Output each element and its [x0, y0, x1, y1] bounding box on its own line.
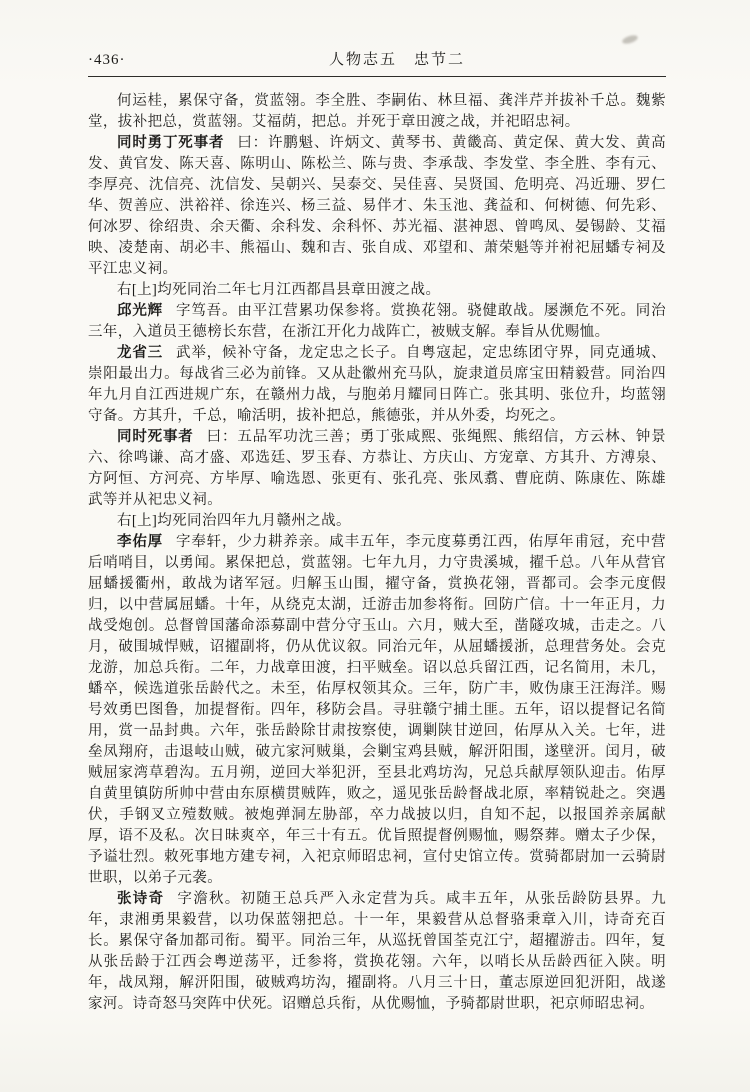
paragraph-text: 字奉轩，少力耕养亲。咸丰五年，李元度募勇江西，佑厚年甫冠，充中营后哨哨目，以勇闻。累保把总，赏蓝翎。七年九月，力守贵溪城，擢千总。八年从营官屈蟠援衢州，敢战为诸军冠。归解玉山围，擢守备，赏换花翎，晋都司。会李元度假归，以中营属屈蟠。十年，从绕克太湖，迁游击加参将衔。回防广信。十一年正月，力战受炮创。总督曾国藩命添募副中营分守玉山。六月，贼大至，凿隧攻城，击走之。八月，破围城悍贼，诏擢副将，仍从优议叙。同治元年，从屈蟠援浙，总理营务处。会克龙游，加总兵衔。二年，力战章田渡，扫平贼垒。诏以总兵留江西，记名简用，未几，蟠卒，候选道张岳龄代之。未至，佑厚权领其众。三年，防广丰，败伪康王汪海洋。赐号效勇巴图鲁，加提督衔。四年，移防会昌。寻驻赣宁捕土匪。五年，诏以提督记名简用，赏一品封典。六年，张岳龄除甘肃按察使，调剿陕甘逆回，佑厚从入关。七年，进垒凤翔府，击退岐山贼，破亢家河贼巢，会剿宝鸡县贼，解汧阳围，遂壁汧。闰月，破贼屈家湾草碧沟。五月朔，逆回大举犯汧，至县北鸡坊沟，兄总兵献厚领队迎击。佑厚自黄里镇防所帅中营由东原横贯贼阵，败之，遥见张岳龄督战北原，率精锐赴之。突遇伏，手钢叉立殪数贼。被炮弹洞左胁部，卒力战披以归，自知不起，以报国养亲属献厚，语不及私。次日昧爽卒，年三十有五。优旨照提督例赐恤，赐祭葬。赠太子少保，予谥壮烈。敕死事地方建专祠，入祀京师昭忠祠，宣付史馆立传。赏骑都尉加一云骑尉世职，以弟子元袭。	[88, 534, 667, 886]
paragraph	[88, 511, 666, 532]
page-content	[88, 48, 666, 1015]
body-text	[88, 91, 666, 1015]
paragraph-text: 字笃吾。由平江营累功保参将。赏换花翎。骁健敢战。屡濒危不死。同治三年，入道员王德榜长东营，在浙江开化力战阵亡，被贼支解。奉旨从优赐恤。	[88, 303, 667, 340]
paragraph	[88, 532, 666, 889]
paragraph	[88, 427, 666, 511]
paragraph	[88, 133, 666, 280]
entry-name: 龙省三	[117, 345, 163, 361]
entry-name: 邱光辉	[117, 303, 163, 319]
paragraph-text: 字澹秋。初随王总兵严入永定营为兵。咸丰五年，从张岳龄防县界。九年，隶湘勇果毅营，以功保蓝翎把总。十一年，果毅营从总督骆秉章入川，诗奇充百长。累保守备加都司衔。蜀平。同治三年，从巡抚曾国荃克江宁，超擢游击。四年，复从张岳龄于江西会粤逆荡平，迁参将，赏换花翎。六年，以哨长从岳龄西征入陕。明年，战凤翔，解汧阳围，破贼鸡坊沟，擢副将。八月三十日，董志原逆回犯汧阳，战遂家河。诗奇怒马突阵中伏死。诏赠总兵衔，从优赐恤，予骑都尉世职，祀京师昭忠祠。	[88, 891, 666, 1012]
paragraph-text: 曰：许鹏魁、许炳文、黄琴书、黄畿高、黄定保、黄大发、黄高发、黄官发、陈天喜、陈明山、陈松兰、陈与贵、李承哉、李发堂、李全胜、李有元、李厚亮、沈信亮、沈信发、吴朝兴、吴泰交、吴佳喜、吴贤国、危明亮、冯近珊、罗仁华、贺善应、洪裕祥、徐连兴、杨三益、易伴才、朱玉池、龚益和、何树德、何先彩、何冰罗、徐绍贵、余天衢、余科发、余科怀、苏光福、湛神恩、曾鸣凤、晏锡龄、艾福映、凌楚南、胡必丰、熊福山、魏和吉、张自成、邓望和、萧荣魁等并祔祀屈蟠专祠及平江忠义祠。	[88, 135, 666, 277]
page-header	[88, 48, 666, 77]
paragraph	[88, 91, 666, 133]
scan-smudge-mark	[621, 34, 638, 46]
paragraph	[88, 301, 666, 343]
entry-name: 同时死事者	[117, 429, 194, 445]
paragraph-text: 武举，候补守备，龙定忠之长子。自粤寇起，定忠练团守界，同克通城、崇阳最出力。每战省三必为前锋。又从赴徽州充马队，旋隶道员席宝田精毅营。同治四年九月自江西进规广东，在赣州力战，与胞弟月耀同日阵亡。张其明、张位升，均蓝翎守备。方其升，千总，喻活明，拔补把总，熊德张，并从外委，均死之。	[88, 345, 667, 424]
paragraph-text: 右[上]均死同治二年七月江西都昌县章田渡之战。	[117, 282, 441, 298]
paragraph	[88, 343, 666, 427]
entry-name: 同时勇丁死事者	[117, 135, 225, 151]
paragraph-text: 何运桂，累保守备，赏蓝翎。李全胜、李嗣佑、林旦福、龚泮芹并拔补千总。魏紫堂，拔补把总，赏蓝翎。艾福荫，把总。并死于章田渡之战，并祀昭忠祠。	[88, 93, 666, 130]
paragraph	[88, 889, 666, 1015]
entry-name: 李佑厚	[117, 534, 163, 550]
paragraph	[88, 280, 666, 301]
paragraph-text: 曰：五品军功沈三善；勇丁张咸熙、张绳熙、熊绍信，方云林、钟景六、徐鸣谦、高才盛、邓选廷、罗玉春、方恭让、方庆山、方宠章、方其升、方溥泉、方阿恒、方河亮、方毕厚、喻选恩、张更有、张孔亮、张凤翥、曹庇荫、陈康佐、陈雄武等并从祀忠义祠。	[88, 429, 666, 508]
paragraph-text: 右[上]均死同治四年九月赣州之战。	[117, 513, 351, 529]
page-number: ·436·	[88, 52, 126, 68]
page-title: 人物志五 忠节二	[328, 52, 465, 68]
entry-name: 张诗奇	[117, 891, 165, 907]
